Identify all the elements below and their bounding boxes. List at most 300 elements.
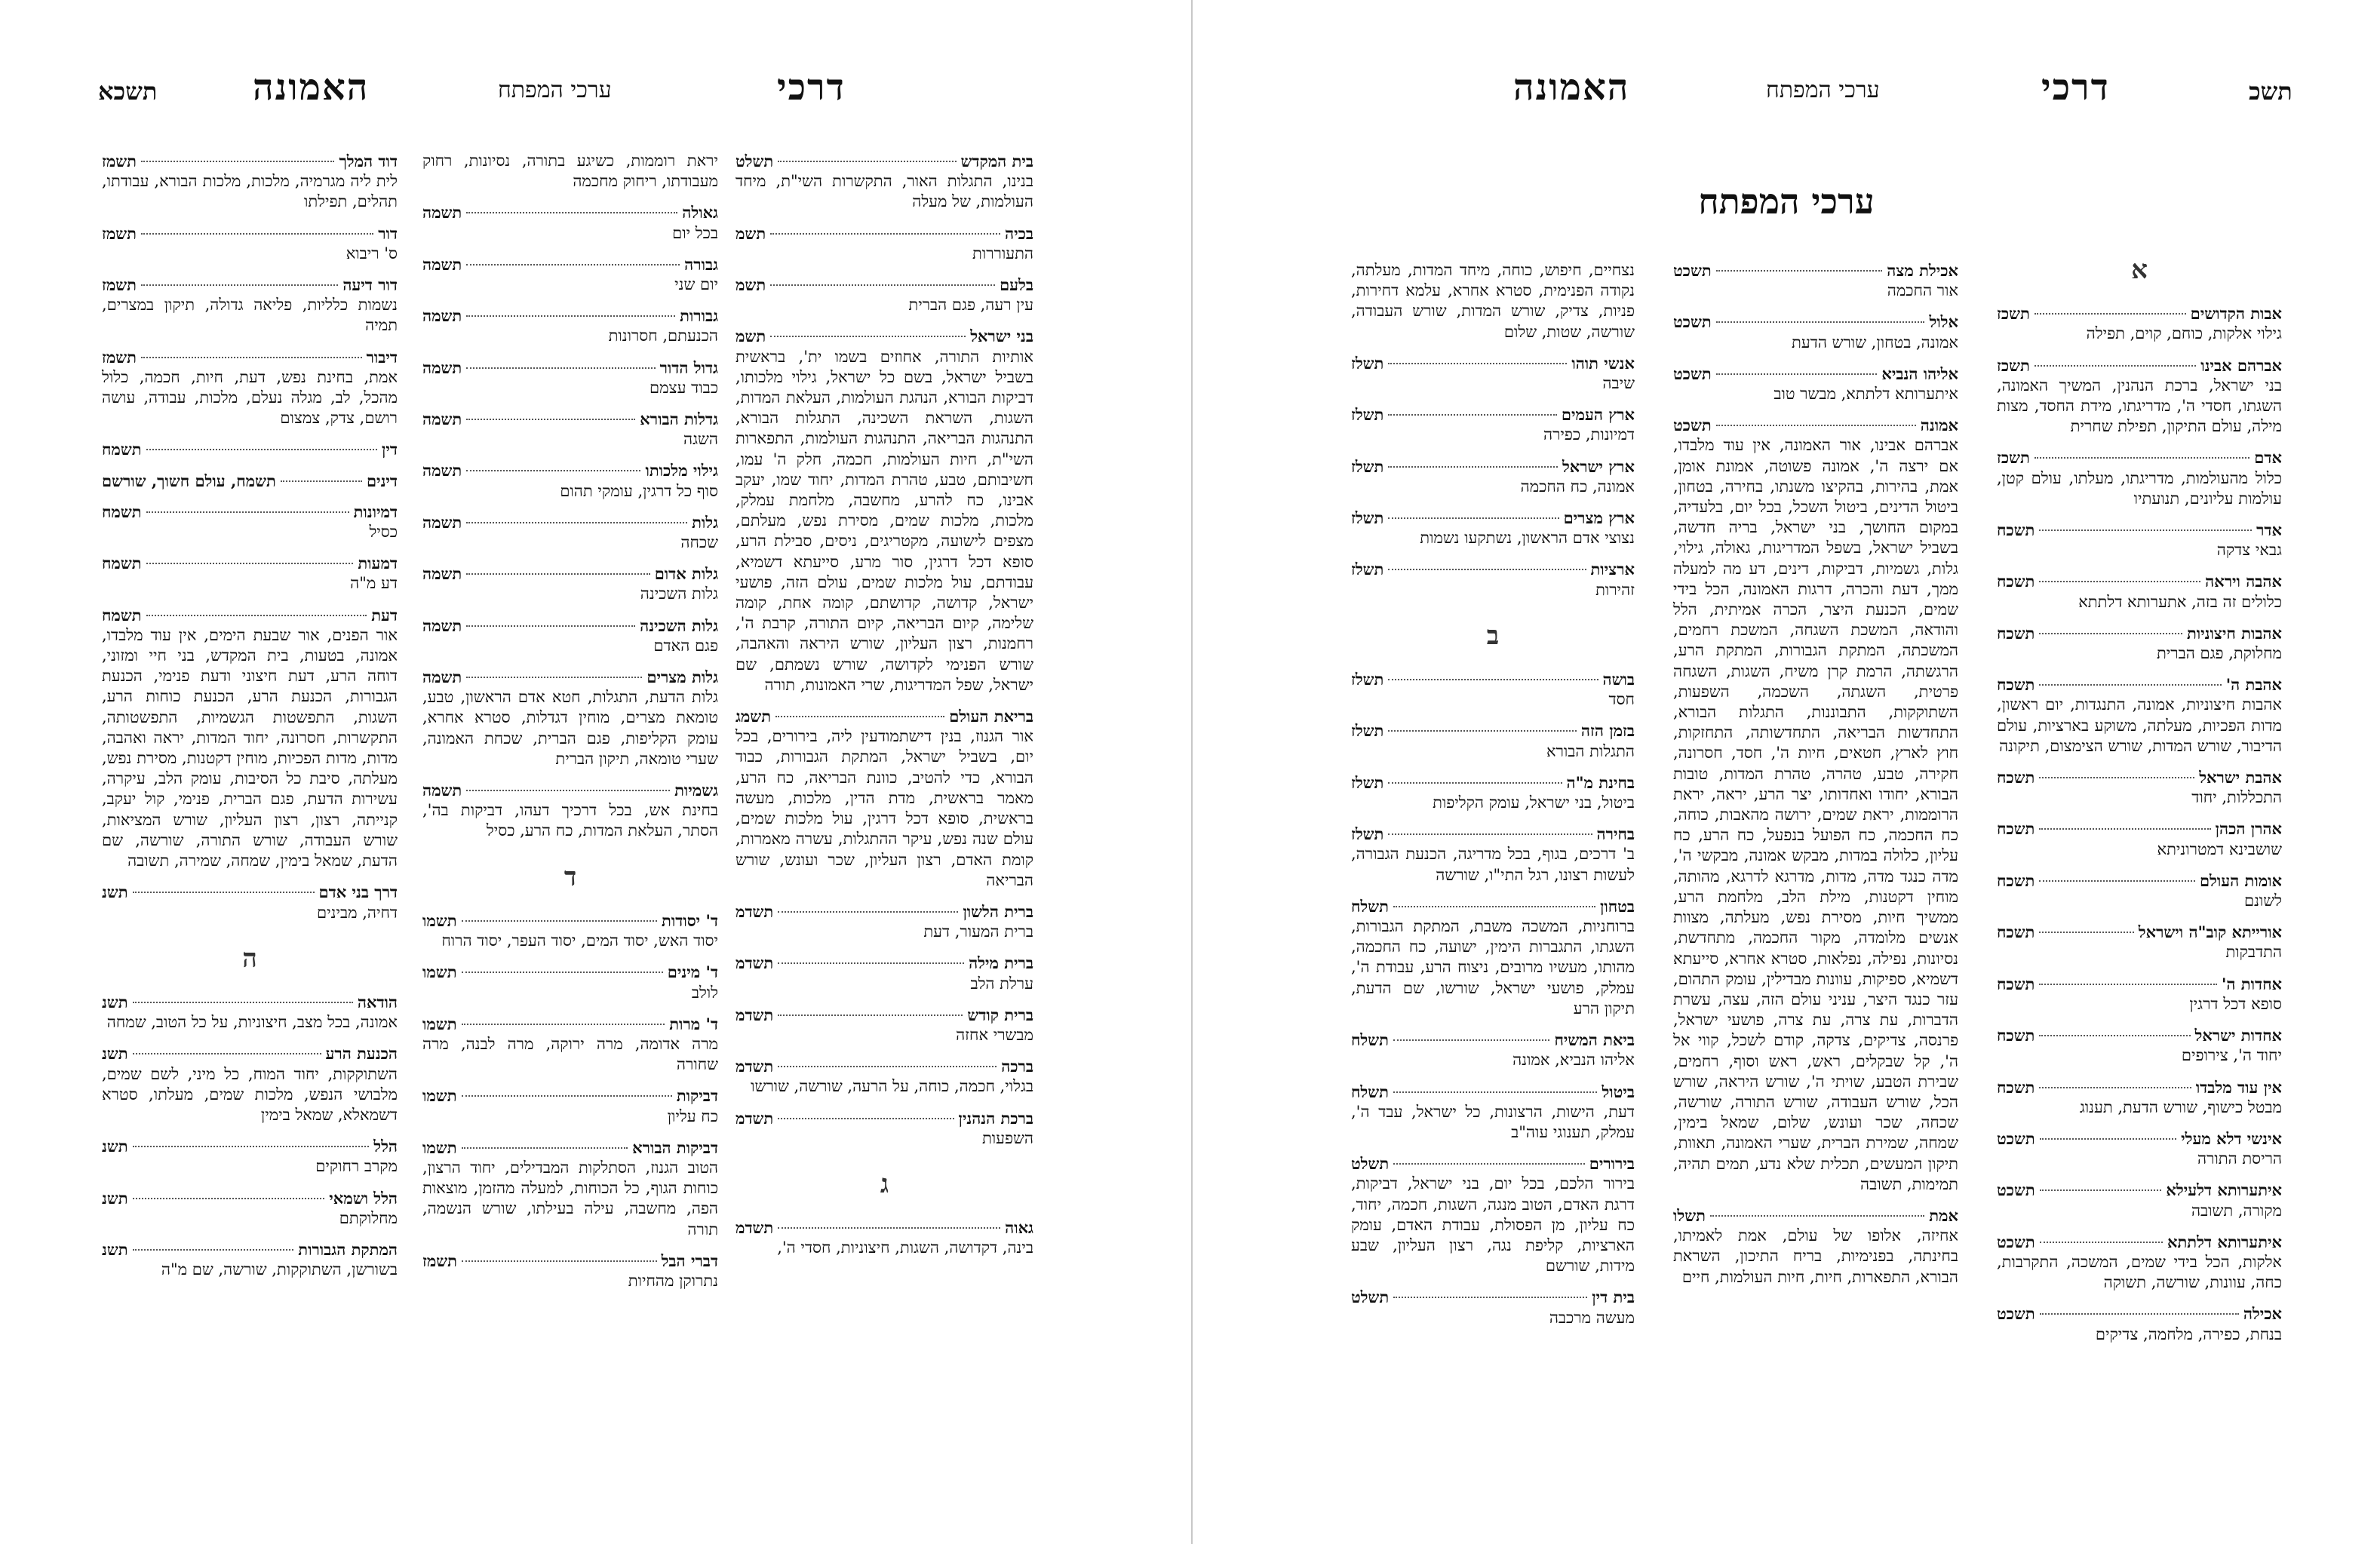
entry-page-ref[interactable]: תשלח [1351,1082,1389,1101]
letter-heading: ה [242,943,257,974]
index-entry [735,1056,1033,1097]
index-entry [1997,1180,2282,1220]
entry-page-ref[interactable]: תשמה [422,461,462,480]
index-entry [422,305,718,346]
entry-page-ref[interactable]: תשלז [1351,508,1384,528]
entry-term: ד' מינים [667,962,718,982]
entry-subtopics: אלקות, הכל בידי שמים, המשכה, התקרבות, כחה, עוונות, שורשה, תשוקה [1997,1252,2282,1292]
entry-term: בטחון [1600,896,1635,916]
entry-term: אמונה [1920,416,1958,435]
index-entry [735,901,1033,942]
entry-heading [1997,922,2282,942]
index-entry [422,962,718,1002]
entry-page-ref[interactable]: תשכח [1997,974,2035,993]
entry-subtopics: חסד [1608,690,1635,709]
entry-page-ref[interactable]: תשלט [735,152,774,170]
entry-subtopics: כסיל [369,523,398,542]
dot-leader [778,161,956,162]
entry-page-ref[interactable]: תשלו [1673,1205,1706,1225]
entry-page-ref[interactable]: תשכח [1997,819,2035,839]
entry-page-ref[interactable]: תשכז [1997,448,2030,468]
dot-leader [1393,1297,1587,1298]
entry-term: דעת [371,605,398,625]
entry-heading [1997,674,2282,695]
index-entry [1673,364,1958,404]
entry-page-ref[interactable]: תשמז [102,275,137,295]
entry-term: ברית מילה [969,953,1033,973]
entry-page-ref[interactable]: תשמו [422,1014,457,1033]
index-entry [102,1136,398,1177]
entry-subtopics: הריסת התורה [2197,1150,2282,1168]
entry-page-ref[interactable]: תשמח [102,605,142,625]
letter-heading: ג [880,1168,889,1199]
entry-page-ref[interactable]: תשמה [422,668,462,687]
index-entry [422,910,718,951]
letter-heading: ב [1486,620,1500,651]
entry-page-ref[interactable]: תשכח [1997,870,2035,890]
entry-term: הודאה [357,992,398,1011]
index-entry [102,882,398,922]
entry-subtopics: הטוב הגנוז, הסתלקות המבדילים, יחוד הרצון, כוחות הגוף, כל הכוחות, למעלה מהזמן, מוצאות הפה, מחשבה, עילה בעילתו, שורש הנשמה, תורה [422,1158,718,1239]
index-entry [1997,674,2282,757]
entry-term: דור [378,223,398,243]
entry-term: גלות השכינה [640,615,718,635]
entry-page-ref[interactable]: תשנ [102,1188,128,1208]
entry-page-ref[interactable]: תשמו [422,1086,457,1106]
index-entry [1351,260,1635,342]
entry-term: ביאת המשיח [1554,1030,1635,1050]
entry-heading [1351,1287,1635,1307]
index-entry [102,223,398,264]
entry-subtopics: איתערותא דלתתא, מבשר טוב [1773,385,1958,404]
entry-subtopics: בשורשן, השתוקקות, שורשה, שם מ"ה [161,1260,398,1279]
index-entry [1997,767,2282,808]
entry-subtopics: דחיה, מבינים [317,903,398,922]
dot-leader [1388,679,1598,680]
entry-heading [735,1056,1033,1076]
entry-heading [1351,669,1635,689]
entry-term: ברכת הנהנין [958,1108,1033,1128]
entry-heading [1997,818,2282,839]
entry-term: ד' מרות [669,1014,718,1033]
entry-subtopics: התעוררות [972,244,1033,262]
index-entry [102,1188,398,1229]
dot-leader [466,573,650,575]
entry-page-ref[interactable]: תשמ [735,327,766,346]
entry-subtopics: בירור הלכם, בכל יום, בני ישראל, דביקות, דרגת האדם, הטוב מנגה, השגות, חכמה, יחוד, כח עליון, מן הפסולת, עבודת האדם, עומק הארציות, קליפת נגה, רצון העליון, שבע מידות, שורשם [1351,1174,1635,1275]
entry-page-ref[interactable]: תשכז [1997,304,2030,324]
dot-leader [462,1147,628,1149]
entry-page-ref[interactable]: תשלז [1351,456,1384,476]
entry-term: איתערותא דלתתא [2167,1232,2282,1251]
entry-term: גלות [692,512,718,532]
entry-heading [102,471,398,491]
entry-subtopics: מעשה מרכבה [1549,1308,1635,1327]
entry-subtopics: מקורה, תשובה [2191,1201,2282,1220]
entry-page-ref[interactable]: תשדמ [735,1218,774,1238]
entry-subtopics: השתוקקות, יחוד המוח, כל מיני, לשם שמים, מלבושי הנפש, מלכות שמים, מעלתו, סטרא דשמאלא, שמאל בימין [102,1064,398,1124]
dot-leader [462,1260,657,1262]
dot-leader [133,1249,294,1251]
dot-leader [1388,782,1562,784]
entry-page-ref[interactable]: תשלז [1351,560,1384,579]
entry-page-ref[interactable]: תשמח [102,502,142,521]
entry-page-ref[interactable]: תשמה [422,615,462,635]
entry-heading [1997,355,2282,376]
entry-term: בית דין [1592,1288,1635,1307]
running-title-left: האמונה [253,66,370,109]
entry-subtopics: אמת, בחינת נפש, דעת, חיות, חכמה, כלול מהכל, לב, מגלה נעלם, מלכות, עבודה, עושה רושם, צדק, צמצום [102,367,398,428]
entry-page-ref[interactable]: תשכט [1997,1128,2035,1148]
column-1 [102,151,398,1291]
dot-leader [2039,581,2200,582]
entry-page-ref[interactable]: תשמז [102,152,137,170]
entry-heading [102,1043,398,1064]
index-entry [102,275,398,336]
dot-leader [466,522,687,523]
index-entry [422,563,718,604]
index-entry [1997,870,2282,911]
entry-term: ברית הלשון [963,901,1033,921]
entry-page-ref[interactable]: תשכח [1997,1077,2035,1097]
index-entry [1997,974,2282,1014]
entry-subtopics: לית ליה מגרמיה, מלכות, מלכות הבורא, עבודתו, תהלים, תפילתו [102,172,398,211]
entry-heading [1997,571,2282,591]
dot-leader [778,1014,963,1016]
entry-subtopics: השפעות [981,1128,1033,1147]
dot-leader [2039,684,2221,686]
entry-heading [1351,353,1635,373]
entry-heading [102,275,398,295]
index-entry [1351,1082,1635,1143]
entry-page-ref[interactable]: תשלז [1351,353,1384,373]
index-entry [1997,1128,2282,1169]
entry-heading [1997,447,2282,468]
entry-heading [102,223,398,244]
entry-subtopics: לולב [691,983,718,1002]
entry-subtopics: שושבינא דמטרוניתא [2157,840,2282,858]
entry-term: דור דיעה [342,275,398,295]
entry-term: הלל [373,1137,398,1156]
entry-heading [1351,772,1635,793]
entry-term: ארץ העמים [1561,405,1635,425]
page-number: תשכ [2249,77,2292,106]
entry-term: ברכה [1001,1057,1033,1076]
entry-page-ref[interactable]: תשדמ [735,901,774,921]
entry-page-ref[interactable]: תשכח [1997,768,2035,787]
entry-term: גלות מצרים [646,668,718,687]
index-entry [1673,415,1958,1195]
dot-leader [2040,1189,2162,1191]
entry-page-ref[interactable]: תשכח [1997,520,2035,540]
entry-page-ref[interactable]: תשמז [102,223,137,243]
entry-page-ref[interactable]: תשנ [102,992,128,1011]
index-entry [1997,818,2282,859]
entry-heading [1351,824,1635,844]
entry-term: בית המקדש [960,152,1033,170]
entry-page-ref[interactable]: תשלז [1351,772,1384,792]
dot-leader [133,1002,353,1003]
entry-page-ref[interactable]: תשמה [422,512,462,532]
index-entry [1351,669,1635,710]
entry-term: בזמן הזה [1580,721,1635,741]
entry-page-ref[interactable]: תשכח [1997,623,2035,643]
entry-page-ref[interactable]: תשכט [1673,312,1712,332]
entry-page-ref[interactable]: תשמח [102,440,142,459]
entry-term: אחדות ה' [2221,974,2282,993]
entry-term: דביקות [676,1086,718,1106]
entry-subtopics: נצוצי אדם הראשון, נשתקעו נשמות [1420,529,1635,548]
entry-page-ref[interactable]: תשלט [1351,1154,1390,1174]
entry-term: אכילת מצה [1887,261,1958,280]
entry-page-ref[interactable]: תשלז [1351,721,1384,741]
index-entry [102,347,398,429]
entry-page-ref[interactable]: תשכט [1997,1180,2035,1200]
index-entry [735,1108,1033,1149]
index-entry [1997,571,2282,612]
entry-page-ref[interactable]: תשמג [735,707,772,726]
entry-page-ref[interactable]: תשלח [1351,1030,1389,1050]
entry-page-ref[interactable]: תשלז [1351,405,1384,425]
entry-page-ref[interactable]: תשמח, עולם חשוך, שורשם [102,471,276,490]
entry-heading [102,151,398,171]
dot-leader [141,161,334,162]
entry-heading [1351,404,1635,425]
entry-term: דברי הבל [661,1251,718,1270]
entry-page-ref[interactable]: תשכט [1997,1304,2035,1324]
index-entry [102,992,398,1033]
index-entry [422,1137,718,1240]
dot-leader [2039,880,2195,882]
entry-subtopics: התדבקות [2225,943,2282,962]
running-head [1193,66,2380,112]
entry-page-ref[interactable]: תשנ [102,1137,128,1156]
entry-term: גאוה [1005,1218,1033,1238]
entry-heading [735,1005,1033,1025]
running-subtitle: ערכי המפתח [498,77,612,103]
entry-page-ref[interactable]: תשדמ [735,1108,774,1128]
entry-page-ref[interactable]: תשמה [422,203,462,223]
dot-leader [1388,730,1577,732]
entry-subtopics: שיבה [1602,374,1635,393]
index-entry [422,1251,718,1291]
entry-page-ref[interactable]: תשלט [1351,1288,1390,1307]
index-entry [1351,456,1635,497]
entry-page-ref[interactable]: תשכט [1997,1232,2035,1251]
entry-heading [102,347,398,367]
dot-leader [770,336,966,337]
entry-term: דיבור [366,347,398,367]
entry-subtopics: אהבות חיצוניות, אמונה, התנגדות, יום ראשון, מדות הפכיות, מעלתה, משוקע בארציות, עולם הדיבור, שורש המדות, שורש הצימצום, תיקונה [1997,695,2282,755]
entry-heading [1351,1030,1635,1050]
running-title-right: דרכי [777,66,846,109]
entry-page-ref[interactable]: תשלח [1351,896,1389,916]
entry-page-ref[interactable]: תשמז [102,347,137,367]
entry-subtopics: בני ישראל, ברכת הנהנין, המשיך האמונה, השגתו, חסדי ה', מדריגתו, מידת החסד, מצות מילה, עולם התיקון, תפילת שחרית [1997,376,2282,436]
dot-leader [133,1146,370,1147]
index-entry [422,1014,718,1076]
entry-page-ref[interactable]: תשכז [1997,355,2030,375]
entry-term: אהבות חיצוניות [2187,623,2282,643]
entry-subtopics: בינה, דקדושה, השגות, חיצוניות, חסדי ה', [777,1239,1033,1257]
letter-heading: ד [564,861,577,892]
dot-leader [466,790,670,791]
entry-subtopics: אחיזה, אלופו של עולם, אמת לאמיתו, בחינתה, בפנימיות, בריח התיכון, השראת הבורא, התפארות, חיות, חיות העולמות, חיים [1673,1226,1958,1286]
entry-page-ref[interactable]: תשמו [422,962,457,982]
dot-leader [2039,777,2194,778]
entry-page-ref[interactable]: תשמה [422,358,462,377]
entry-term: אהבת ישראל [2199,768,2282,787]
entry-heading [1351,508,1635,528]
entry-page-ref[interactable]: תשדמ [735,1005,774,1024]
dot-leader [2035,313,2186,315]
index-entry [1997,1232,2282,1294]
entry-page-ref[interactable]: תשלז [1351,670,1384,689]
entry-page-ref[interactable]: תשדמ [735,953,774,973]
index-entry [102,502,398,542]
entry-heading [735,953,1033,973]
entry-heading [102,992,398,1012]
running-title-right: דרכי [2041,66,2110,109]
entry-term: אין עוד מלבדו [2195,1077,2282,1097]
entry-term: דרך בני אדם [318,883,398,902]
dot-leader [141,233,373,235]
entry-page-ref[interactable]: תשמו [422,910,457,930]
entry-term: דינים [366,471,398,490]
entry-page-ref[interactable]: תשלז [1351,824,1384,844]
dot-leader [2040,1313,2239,1315]
dot-leader [2035,457,2250,459]
entry-heading [102,502,398,522]
entry-term: דמיונות [353,502,398,521]
dot-leader [281,480,362,482]
entry-subtopics: בנחת, כפירה, מלחמה, צדיקים [2095,1325,2282,1343]
index-entry [1351,1153,1635,1276]
entry-subtopics: אור הפנים, אור שבעת הימים, אין עוד מלבדו, אמונה, בטעות, בית המקדש, בני חיי ומזוני, דוחה הרע, דעת חיצוני ודעת פנימי, הכנעת הגבורות, הכנעת הרע, הכנעת כוחות הרע, השגות, התפשטות הגשמיות, התפשטותה, התקשרות, חסרונה, יחוד המדות, יראה ואהבה, מדות, מדות הפכיות, מוחין דקטנות, מסירת נפש, מעלתה, סיבת כל הסיבות, עומק הלב, עיקרה, עשירות הדעת, פגם הברית, פנימי, קול יעקב, קנייתה, רצון, רצון העליון, שורש המציאות, שורש העבודה, שורש התורה, שורשה, שם הדעת, שמאל בימין, שמחה, שמירה, תשובה [102,625,398,870]
entry-term: גדול הדור [659,358,718,377]
dot-leader [466,625,635,627]
entry-page-ref[interactable]: תשדמ [735,1057,774,1076]
entry-heading [1997,1025,2282,1045]
entry-term: אחדות ישראל [2194,1026,2282,1045]
entry-subtopics: ברוחניות, המשכה משבת, המתקת הגבורות, השגתו, התגברות הימין, ישועה, כח החכמה, מהותו, מעשיו מרובים, ניצוח הרע, עבודת ה', עמלק, פושעי ישראל, שורשו, שם הדעת, תיקון הרע [1351,917,1635,1018]
index-entry [422,254,718,295]
dot-leader [2039,1035,2190,1036]
entry-heading [1351,896,1635,916]
entry-page-ref[interactable]: תשמה [422,781,462,800]
entry-subtopics: בגלוי, חכמה, כוחה, על הרעה, שורשה, שורשו [751,1077,1033,1096]
entry-heading [735,901,1033,922]
entry-page-ref[interactable]: תשכח [1997,922,2035,942]
right-page [1193,0,2380,1544]
entry-page-ref[interactable]: תשמו [422,1137,457,1157]
entry-term: בכיה [1005,223,1033,243]
entry-term: בחירה [1596,824,1635,844]
entry-term: אבות הקדושים [2190,304,2282,324]
index-entry [1997,303,2282,344]
entry-page-ref[interactable]: תשמה [422,254,462,274]
index-entry [422,780,718,842]
entry-term: אהבת ה' [2225,675,2282,695]
entry-term: איתערותא דלעילא [2166,1180,2282,1200]
entry-subtopics: אותיות התורה, אחוזים בשמו ית', בראשית בשביל ישראל, בשם כל ישראל, גילוי מלכותו, דביקות הבורא, הנהגת העולמות, העלאת המדות, השגות, השראת השכינה, התגלות הבורא, התנהגות הבריאה, התנהגות העולמות, התפארות השי"ת, חיות העולמות, חכמה, חלק ה' עמו, חשיבותם, טבע, טהרת המדות, יחוד שמו, יעקב אבינו, כח להרע, מחשבה, מלחמת עמלק, מלכות, מלכות שמים, מסירת נפש, מעלתם, מצפים לישועה, מקטריגים, ניסים, סבילת הרע, סופא דכל דרגין, סור מרע, סייעתא דשמיא, עבודתם, עול מלכות שמים, עולם הזה, פושעי ישראל, קדושה, קדושתם, קומה אחת, קומה שלימה, קיום הבריאה, קיום התורה, קרבת ה', רחמנות, רצון העליון, שורש היראה והאהבה, שורש הפנימי לקדושה, שורש נשמתם, שם ישראל, שפל המדריגות, שרי האמונות, תורה [735,347,1033,694]
entry-page-ref[interactable]: תשנ [102,883,128,902]
entry-page-ref[interactable]: תשכח [1997,572,2035,591]
entry-heading [735,326,1033,346]
index-entry [1997,922,2282,962]
letter-heading: א [2131,255,2148,285]
entry-page-ref[interactable]: תשכח [1997,1026,2035,1045]
entry-heading [422,202,718,223]
entry-subtopics: ס' ריבוא [345,244,398,262]
entry-term: אכילה [2243,1304,2282,1324]
entry-term: ביטול [1602,1082,1635,1101]
entry-heading [1997,1128,2282,1149]
index-entry [1997,623,2282,664]
entry-heading [422,1085,718,1106]
entry-heading [422,1137,718,1158]
index-entry [422,1085,718,1126]
entry-page-ref[interactable]: תשכט [1673,364,1712,383]
entry-page-ref[interactable]: תשכט [1673,261,1712,280]
entry-page-ref[interactable]: תשמז [422,1251,457,1270]
entry-heading [1997,1077,2282,1097]
running-subtitle: ערכי המפתח [1766,77,1880,103]
dot-leader [778,962,964,964]
entry-heading [102,1188,398,1208]
entry-term: דין [382,440,398,459]
entry-page-ref[interactable]: תשכח [1997,675,2035,695]
entry-term: אורייתא קוב"ה וישראל [2138,922,2282,942]
entry-heading [735,706,1033,726]
entry-heading [102,553,398,573]
dot-leader [462,1095,672,1097]
entry-page-ref[interactable]: תשנ [102,1239,128,1259]
dot-leader [1710,1215,1924,1217]
dot-leader [1388,414,1557,416]
entry-subtopics: עין רעה, פגם הברית [908,296,1033,315]
entry-heading [422,780,718,800]
entry-heading [422,460,718,480]
entry-page-ref[interactable]: תשמה [422,306,462,326]
index-entry [422,202,718,243]
dot-leader [2040,1138,2176,1140]
dot-leader [466,264,680,266]
dot-leader [141,357,362,358]
entry-page-ref[interactable]: תשמה [422,564,462,584]
entry-page-ref[interactable]: תשנ [102,1044,128,1064]
entry-page-ref[interactable]: תשכט [1673,416,1712,435]
entry-heading [1997,1303,2282,1324]
entry-page-ref[interactable]: תשמ [735,223,766,243]
entry-heading [422,667,718,687]
index-entry [1351,404,1635,445]
entry-term: בלעם [1000,275,1033,295]
dot-leader [1393,1039,1550,1041]
index-entry [422,512,718,553]
index-entry [1351,559,1635,600]
entry-heading [1351,1082,1635,1102]
index-entry [102,553,398,594]
entry-page-ref[interactable]: תשמח [102,554,142,573]
entry-page-ref[interactable]: תשמה [422,410,462,429]
dot-leader [2039,530,2252,531]
entry-subtopics: דעת, הישות, הרצונות, כל ישראל, עבד ה', עמלק, תענוגי עוה"ב [1351,1102,1635,1141]
entry-heading [102,1136,398,1156]
entry-heading [1351,559,1635,579]
entry-page-ref[interactable]: תשמ [735,275,766,295]
dot-leader [2039,828,2210,830]
